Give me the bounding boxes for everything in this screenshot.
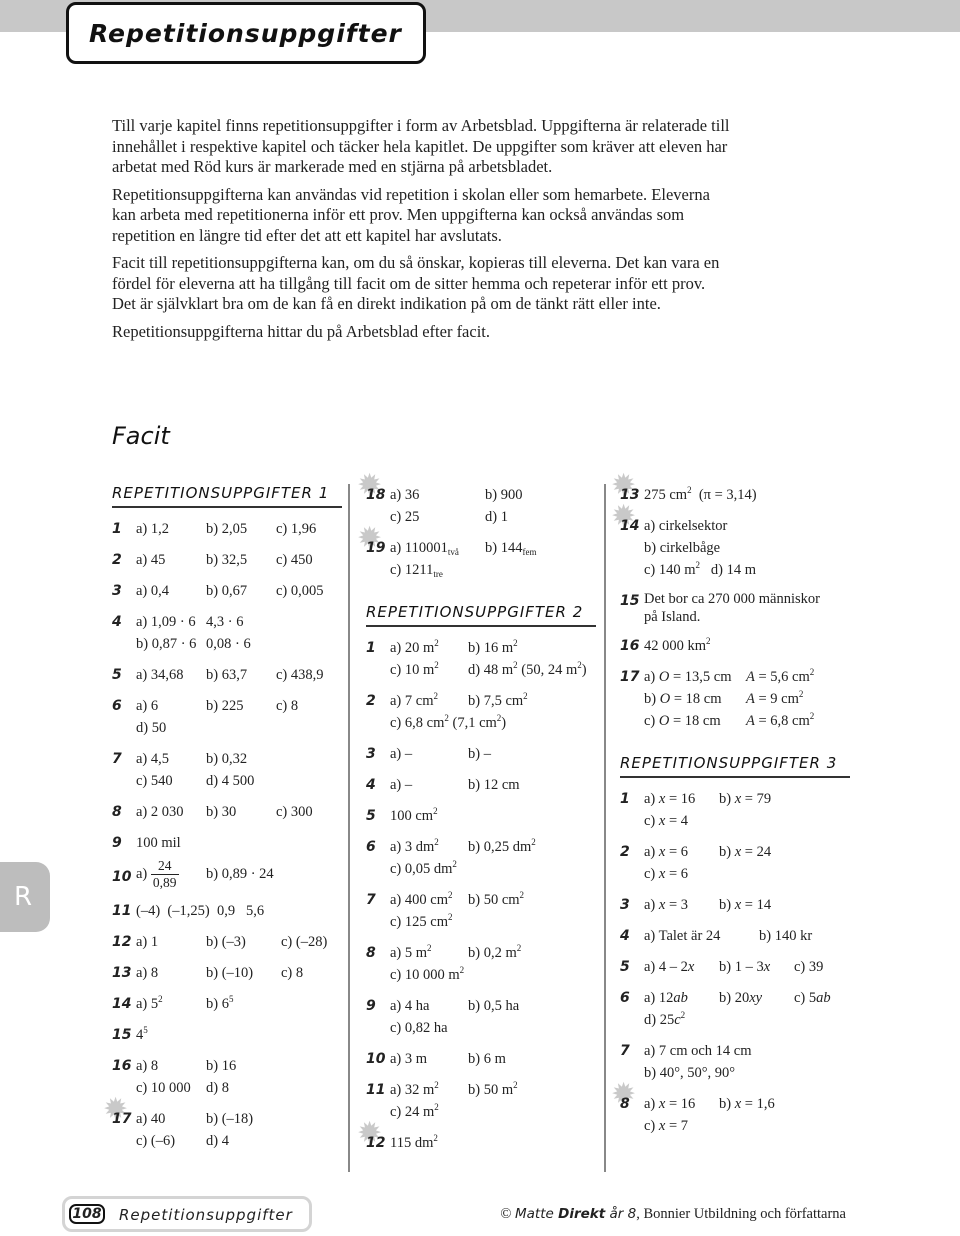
answer-item: 9 100 mil — [112, 835, 181, 851]
answer-item: 7 a) 400 $cm^2$ b) 50 $cm^2$ c) 125 $cm^2$ — [366, 890, 525, 930]
answer-item: 6 a) 3 $dm^2$ b) 0,25 $dm^2$ c) 0,05 $dm^2$ — [366, 837, 536, 877]
answer-item: 13 a) 8 b) (–10) c) 8 — [112, 965, 304, 981]
title-box — [66, 2, 426, 64]
answer-item: 10 a) 3 m b) 6 m — [366, 1051, 506, 1067]
answer-item: 1 a) 1,2 b) 2,05 c) 1,96 — [112, 521, 317, 537]
answer-item: 16 42 000 $km^2$ — [620, 636, 711, 654]
section-heading: REPETITIONSUPPGIFTER 2 — [366, 603, 596, 627]
answer-item: 6 a) 6 b) 225 c) 8 d) 50 — [112, 698, 299, 736]
answer-item: 2 a) 45 b) 32,5 c) 450 — [112, 552, 313, 568]
star-icon: ✹ 18 — [366, 484, 385, 506]
footer-box — [62, 1196, 312, 1232]
star-icon: ✹ 19 — [366, 537, 385, 559]
answer-item: 4 a) – b) 12 cm — [366, 777, 520, 793]
chapter-tab: R — [0, 862, 50, 932]
answer-item: 8 a) 5 $m^2$ b) 0,2 $m^2$ c) 10 000 $m^2$ — [366, 943, 522, 983]
answer-item: 5 a) 4 – 2x b) 1 – 3x c) 39 — [620, 959, 824, 975]
answer-item: 15 Det bor ca 270 000 människor på Island. — [620, 591, 820, 625]
answer-item: 4 a) Talet är 24 b) 140 kr — [620, 928, 813, 944]
footer-credit: © Matte Direkt år 8, Bonnier Utbildning och författarna — [500, 1206, 846, 1222]
intro-text — [112, 116, 732, 349]
answer-item: 3 a) x = 3 b) x = 14 — [620, 897, 772, 913]
star-icon: ✹ 17 — [112, 1108, 131, 1130]
intro-paragraph: Repetitionsuppgifterna hittar du på Arbetsblad efter facit. — [112, 321, 491, 341]
answer-item: 10 a) $\frac{24}{0,89}$ b) 0,89 · 24 — [112, 858, 274, 890]
answer-item: 6 a) 12ab b) 20xy c) 5ab d) $25c^2$ — [620, 990, 831, 1028]
answer-item: 12 a) 1 b) (–3) c) (–28) — [112, 934, 328, 950]
answer-item: ✹ 17 a) 40 b) (–18) c) (–6) d) 4 — [112, 1108, 342, 1152]
intro-paragraph: Repetitionsuppgifterna kan användas vid repetition i skolan eller som hemarbete. Eleverna kan arbeta med repetitionerna inför ett prov. Men uppgifterna kan också användas som repetition en längre tid efter det att ett kapitel har avslutats. — [112, 184, 710, 245]
answer-item: 7 a) 7 cm och 14 cm b) 40°, 50°, 90° — [620, 1043, 752, 1081]
answer-item: 16 a) 8 b) 16 c) 10 000 d) 8 — [112, 1058, 237, 1096]
answers-column-3 — [620, 484, 850, 1137]
answer-item: 1 a) x = 16 b) x = 79 c) x = 4 — [620, 791, 772, 829]
answer-item: 11 a) 32 $m^2$ b) 50 $m^2$ c) 24 $m^2$ — [366, 1080, 518, 1120]
answer-item: 8 a) 2 030 b) 30 c) 300 — [112, 804, 313, 820]
answer-item: 14 a) $5^2$ b) $6^5$ — [112, 994, 234, 1012]
answer-item: 17 a) O = 13,5 cm A = 5,6 $cm^2$ b) O = 18 cm A = 9 $cm^2$ c) O = 18 cm A = 6,8 $cm^2$ — [620, 667, 815, 729]
section-heading: REPETITIONSUPPGIFTER 1 — [112, 484, 342, 508]
intro-paragraph: Facit till repetitionsuppgifterna kan, om du så önskar, kopieras till eleverna. Det kan vara en fördel för eleverna att ha tillgång till facit om de sitter hemma och repeterar inför ett prov. Det är självklart bra om de kan få en direkt indikation på om de tänkt rätt eller inte. — [112, 253, 720, 313]
answers-column-2 — [366, 484, 596, 1154]
column-divider — [348, 484, 350, 1172]
star-icon: ✹ 12 — [366, 1132, 385, 1154]
intro-paragraph: Till varje kapitel finns repetitionsuppgifter i form av Arbetsblad. Uppgifterna är relaterade till innehållet i respektive kapitel och täcker hela kapitlet. De uppgifter som kräver att eleven har arbetat med Röd kurs är markerade med en stjärna på arbetsbladet. — [112, 116, 730, 176]
answer-item: ✹ 18 a) 36 b) 900 c) 25 d) 1 — [366, 484, 596, 528]
answer-item: 5 a) 34,68 b) 63,7 c) 438,9 — [112, 667, 324, 683]
page-number: 108 — [69, 1204, 105, 1224]
answer-item: ✹ 14 a) cirkelsektor b) cirkelbåge c) 140 $m^2$ d) 14 m — [620, 515, 850, 581]
answer-item: ✹ 12 115 $dm^2$ — [366, 1132, 596, 1154]
section-heading: REPETITIONSUPPGIFTER 3 — [620, 754, 850, 778]
star-icon: ✹ 14 — [620, 515, 639, 537]
answers-column-1 — [112, 484, 342, 1152]
answer-item: 3 a) 0,4 b) 0,67 c) 0,005 — [112, 583, 324, 599]
answer-item: 5 100 $cm^2$ — [366, 806, 438, 824]
column-divider — [604, 484, 606, 1172]
star-icon: ✹ 8 — [620, 1093, 630, 1115]
answer-item: 2 a) 7 $cm^2$ b) 7,5 $cm^2$ c) 6,8 $cm^2$ (7,1 $cm^2$) — [366, 691, 528, 731]
answer-item: 3 a) – b) – — [366, 746, 491, 762]
facit-heading: Facit — [112, 422, 170, 450]
answer-item: 4 a) 1,09 · 6 4,3 · 6 b) 0,87 · 6 0,08 · 6 — [112, 614, 251, 652]
star-icon: ✹ 13 — [620, 484, 639, 506]
answer-item: 1 a) 20 $m^2$ b) 16 $m^2$ c) 10 $m^2$ d) 48 $m^2$ (50, 24 $m^2$) — [366, 638, 587, 678]
footer-title: Repetitionsuppgifter — [119, 1206, 293, 1224]
answer-item: 2 a) x = 6 b) x = 24 c) x = 6 — [620, 844, 772, 882]
answer-item: 15 $4^5$ — [112, 1025, 148, 1043]
answer-item: 11 (–4) (–1,25) 0,9 5,6 — [112, 903, 265, 919]
answer-item: 7 a) 4,5 b) 0,32 c) 540 d) 4 500 — [112, 751, 255, 789]
page-title: Repetitionsuppgifter — [89, 19, 402, 48]
answer-item: ✹ 19 a) $110001_{två}$ b) $144_{fem}$ c) $1211_{tre}$ — [366, 537, 596, 581]
answer-item: 9 a) 4 ha b) 0,5 ha c) 0,82 ha — [366, 998, 520, 1036]
answer-item: ✹ 8 a) x = 16 b) x = 1,6 c) x = 7 — [620, 1093, 850, 1137]
answer-item: ✹ 13 275 $cm^2$ (π = 3,14) — [620, 484, 850, 506]
